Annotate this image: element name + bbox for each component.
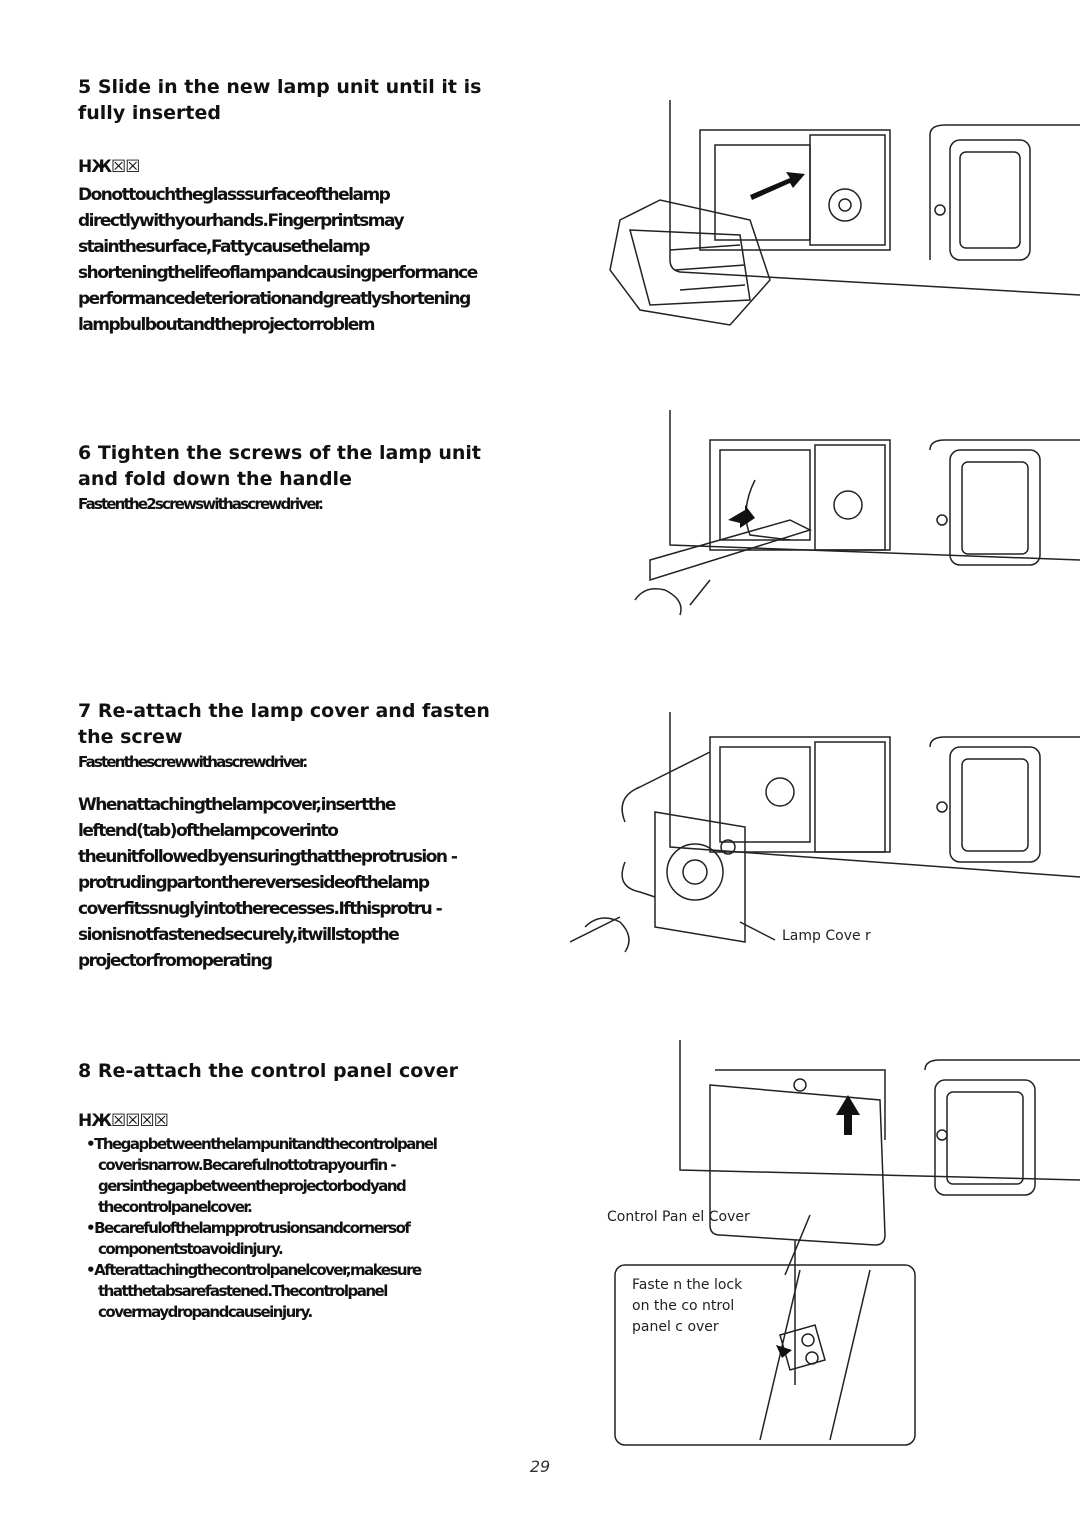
step5-section (78, 74, 518, 338)
step8-heading: 8 Re-attach the control panel cover (78, 1060, 458, 1082)
step6-note: Fastenthe2screwswithascrewdriver. (78, 495, 323, 513)
step7-warning-text: Whenattachingthelampcover,insertthe leftend(tab)ofthelampcoverinto theunitfollowedbyensuringthattheprotrusion - protrudingpartonthereversesideofthelamp coverfitssnuglyintotherecesses.Ifthisprotru - sionisnotfastenedsecurely,itwillstopthe projectorfromoperating (78, 795, 457, 971)
page-number: 29 (529, 1457, 551, 1476)
control-panel-cover-caption: Control Pan el Cover (607, 1209, 750, 1225)
lock-callout-text: Faste n the lock on the co ntrol panel c over (632, 1277, 743, 1335)
step8-warning-label: HЖ☒☒☒☒ (78, 1111, 168, 1131)
step8-warning-list (78, 1134, 518, 1323)
warning-item: •Afterattachingthecontrolpanelcover,makesure thatthetabsarefastened.Thecontrolpanel covermaydropandcauseinjury. (86, 1261, 421, 1321)
step5-warning-text: Donottouchtheglasssurfaceofthelamp directlywithyourhands.Fingerprintsmay stainthesurface,Fattycausethelamp shorteningthelifeoflampandcausingperformance performancedeteriorationandgreatlyshortening lampbulboutandtheprojectorroblem (78, 185, 477, 335)
lamp-insert-illustration (600, 100, 1080, 340)
step7-heading: 7 Re-attach the lamp cover and fasten the screw (78, 700, 490, 748)
lamp-cover-caption: Lamp Cove r (782, 928, 871, 944)
screw-tighten-illustration (590, 410, 1080, 640)
step8-section (78, 1058, 518, 1323)
step7-section (78, 698, 518, 974)
step7-note: Fastenthescrewwithascrewdriver. (78, 753, 307, 771)
warning-label: HЖ☒☒ (78, 157, 140, 177)
warning-item: •Becarefulofthelampprotrusionsandcornersof componentstoavoidinjury. (86, 1219, 410, 1258)
step6-section (78, 440, 518, 514)
step6-heading: 6 Tighten the screws of the lamp unit and fold down the handle (78, 442, 481, 490)
step5-heading: 5 Slide in the new lamp unit until it is fully inserted (78, 76, 482, 124)
control-panel-cover-illustration (600, 1040, 1080, 1450)
warning-item: •Thegapbetweenthelampunitandthecontrolpanel coverisnarrow.Becarefulnottotrapyourfin - gersinthegapbetweentheprojectorbodyand thecontrolpanelcover. (86, 1135, 437, 1216)
